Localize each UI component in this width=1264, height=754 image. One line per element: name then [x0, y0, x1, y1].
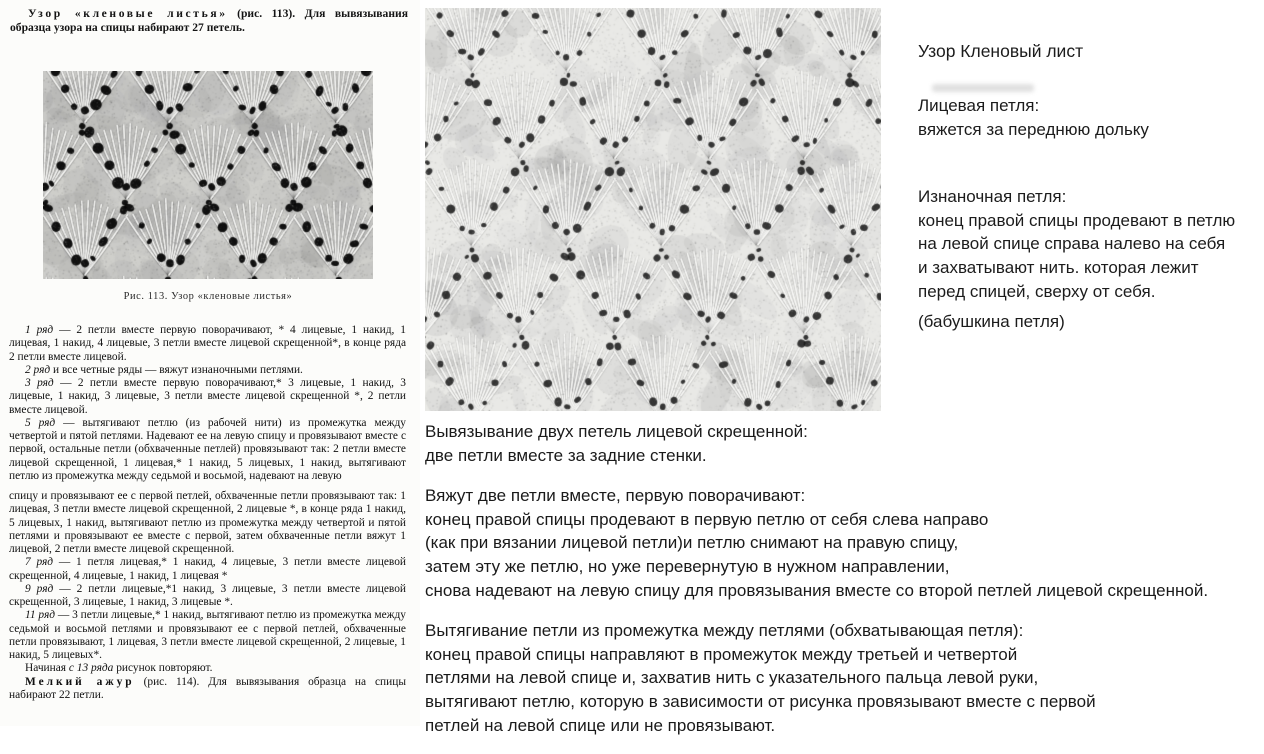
- row-number-lead: 9 ряд: [25, 582, 54, 595]
- pattern-row-paragraph: [9, 417, 406, 483]
- row-instruction-text: — 2 петли вместе первую поворачивают,* 3 лицевые, 1 накид, 3 лицевые, 1 накид, 3 лицевые, 3 петли вместе лицевой скрещенной *, 2 петли вместе лицевой.: [9, 377, 406, 416]
- text-line: Изнаночная петля:: [918, 187, 1067, 207]
- pattern-row-paragraph: [9, 490, 406, 556]
- text-line: вяжется за переднюю дольку: [918, 119, 1149, 139]
- pattern-intro-rest: (рис. 113). Для вывязывания образца узора на спицы набирают 27 петель.: [10, 7, 408, 34]
- note-block: [918, 186, 1264, 304]
- note-block: [425, 484, 1264, 602]
- pattern-row-paragraph: [9, 556, 406, 583]
- text-line: Вытягивание петли из промежутка между петлями (обхватывающая петля):: [425, 621, 1024, 641]
- row-number-lead: 1 ряд: [25, 324, 54, 336]
- pattern-row-paragraph: [9, 583, 406, 610]
- row-number-lead: 5 ряд: [25, 416, 56, 429]
- text-line: конец правой спицы продевают в первую петлю от себя слева направо: [425, 509, 989, 529]
- row-instructions: [9, 324, 406, 702]
- row-instruction-text: (рис. 114). Для вывязывания образца на спицы набирают 22 петли.: [9, 675, 406, 701]
- note-block: [425, 619, 1264, 737]
- pattern-intro-title: Узор «кленовые листья»: [28, 7, 228, 20]
- right-notes: [918, 40, 1264, 335]
- note-block: [918, 95, 1264, 142]
- row-instruction-text: рисунок повторяют.: [113, 662, 213, 675]
- row-number-lead: 11 ряд: [25, 609, 55, 622]
- pattern-row-paragraph: [9, 662, 406, 675]
- text-line: Вяжут две петли вместе, первую поворачивают:: [425, 486, 806, 506]
- pattern-row-paragraph: [9, 364, 406, 377]
- row-instruction-text: и все четные ряды — вяжут изнаночными петлями.: [50, 363, 303, 376]
- note-block: [425, 420, 1264, 467]
- book-scan-page: [0, 0, 420, 726]
- pattern-photo-small: [43, 71, 373, 279]
- row-instruction-text: — 1 петля лицевая,* 1 накид, 4 лицевые, 3 петли вместе лицевой скрещенной, 4 лицевые, 1 накид, 1 лицевая *: [9, 556, 406, 582]
- row-number-lead: 3 ряд: [25, 377, 54, 389]
- bottom-notes: [425, 420, 1264, 754]
- text-line: две петли вместе за задние стенки.: [425, 445, 707, 465]
- text-line: вытягивают петлю, которую в зависимости от рисунка провязывают вместе с первой: [425, 691, 1096, 711]
- row-number-lead: с 13 ряда: [68, 662, 114, 675]
- text-line: (бабушкина петля): [918, 312, 1065, 332]
- paragraph-pre-text: Начиная: [25, 662, 69, 675]
- text-line: петлями на левой спице и, захватив нить с указательного пальца левой руки,: [425, 668, 1039, 688]
- pattern-photo-large: [425, 8, 881, 411]
- row-number-lead: Мелкий ажур: [25, 675, 135, 688]
- pattern-row-paragraph: [9, 377, 406, 417]
- text-line: (как при вязании лицевой петли)и петлю снимают на правую спицу,: [425, 533, 959, 553]
- text-line: Вывязывание двух петель лицевой скрещенной:: [425, 422, 808, 441]
- text-line: Лицевая петля:: [918, 96, 1040, 115]
- right-notes-blocks: [918, 95, 1264, 335]
- text-line: петлей на левой спице или не провязывают.: [425, 715, 776, 735]
- row-instruction-text: — 3 петли лицевые,* 1 накид, вытягивают петлю из промежутка между седьмой и восьмой петлями и провязывают ее с первой петлей, обхваченные петли провязывают, 1 лицевая, 3 петли вместе лицевой скрещенной, 2 лицевые, 1 накид, 5 лицевых*.: [9, 609, 406, 661]
- pattern-intro: [10, 7, 408, 35]
- row-number-lead: 7 ряд: [25, 556, 54, 569]
- text-line: снова надевают на левую спицу для провязывания вместе со второй петлей лицевой скрещенной.: [425, 580, 1209, 600]
- right-notes-title: Узор Кленовый лист: [918, 41, 1084, 61]
- text-line: перед спицей, сверху от себя.: [918, 281, 1156, 301]
- text-line: конец правой спицы продевают в петлю: [918, 210, 1236, 230]
- row-number-lead: 2 ряд: [25, 363, 51, 376]
- row-instruction-text: — 2 петли лицевые,*1 накид, 3 лицевые, 3 петли вместе лицевой скрещенной, 3 лицевые, 1 накид, 3 лицевые *.: [9, 582, 406, 608]
- note-block: [918, 311, 1264, 335]
- text-line: затем эту же петлю, но уже перевернутую в нужном направлении,: [425, 556, 950, 576]
- text-line: конец правой спицы направляют в промежуток между третьей и четвертой: [425, 644, 1018, 664]
- pattern-row-paragraph: [9, 324, 406, 364]
- row-instruction-text: — вытягивают петлю (из рабочей нити) из промежутка между четвертой и пятой петлями. Надевают ее на левую спицу и провязывают вместе с первой, остальные петли (обхваченные петлей) провязывают так: 2 петли вместе лицевой скрещенной, 1 лицевая,* 1 накид, 5 лицевых, 1 накид, вытягивают петлю из промежутка между седьмой и восьмой, надевают на левую: [9, 416, 406, 482]
- pattern-row-paragraph: [9, 609, 406, 662]
- pattern-row-paragraph: [9, 676, 406, 703]
- row-instruction-text: — 2 петли вместе первую поворачивают, * 4 лицевые, 1 накид, 1 лицевая, 1 накид, 4 лицевые, 3 петли вместе лицевой скрещенной*, в конце ряда 2 петли вместе лицевой.: [9, 324, 406, 363]
- row-instruction-text: спицу и провязывают ее с первой петлей, обхваченные петли провязывают так: 1 лицевая, 3 петли вместе лицевой скрещенной, 2 лицевые *, в конце ряда 1 накид, 5 лицевых, 1 накид, вытягивают петлю из промежутка между четвертой и пятой петлями и провязывают ее вместе с первой, затем обхваченные петли вяжут 1 лицевой, 2 петли вместе лицевой скрещенной.: [9, 490, 406, 555]
- text-line: и захватывают нить. которая лежит: [918, 257, 1199, 277]
- figure-caption: Рис. 113. Узор «кленовые листья»: [123, 291, 293, 302]
- text-line: на левой спице справа налево на себя: [918, 234, 1226, 254]
